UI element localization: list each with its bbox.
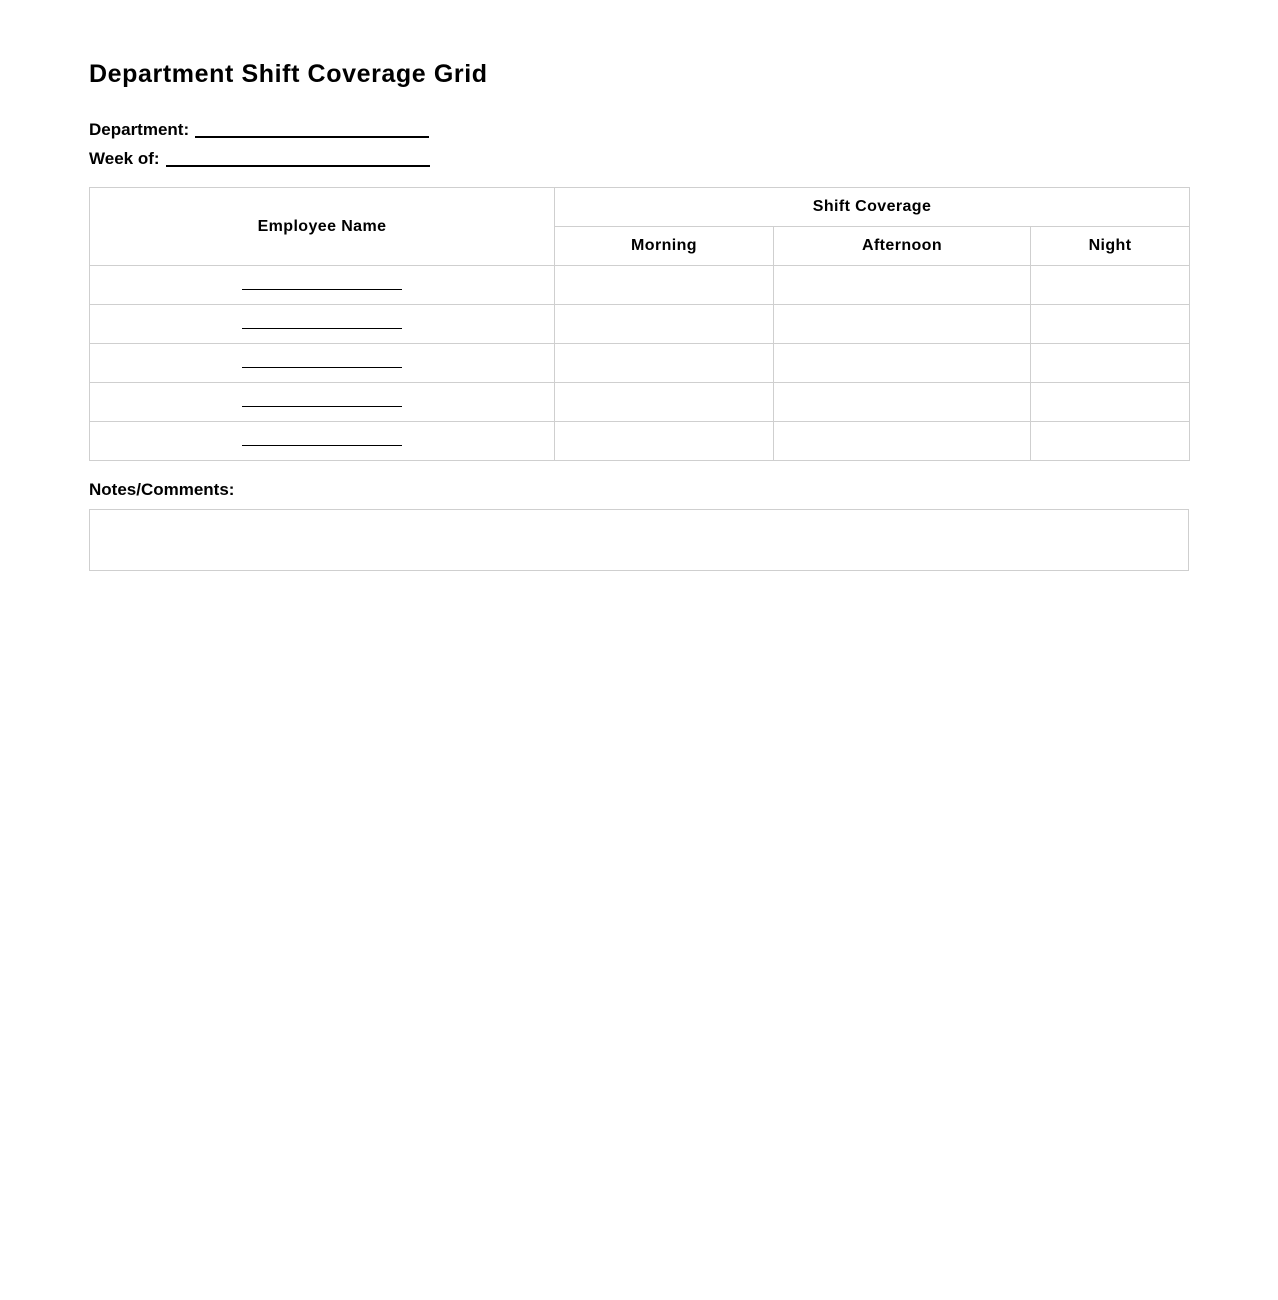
week-input-line[interactable] bbox=[166, 147, 430, 167]
morning-header: Morning bbox=[555, 227, 774, 266]
employee-name-line[interactable] bbox=[242, 367, 402, 368]
department-label: Department: bbox=[89, 120, 190, 139]
morning-cell[interactable] bbox=[555, 383, 774, 422]
afternoon-header: Afternoon bbox=[774, 227, 1031, 266]
employee-name-cell bbox=[90, 344, 555, 383]
week-field bbox=[89, 140, 1189, 169]
employee-name-line[interactable] bbox=[242, 445, 402, 446]
morning-cell[interactable] bbox=[555, 344, 774, 383]
notes-box[interactable] bbox=[89, 509, 1189, 571]
night-header: Night bbox=[1031, 227, 1190, 266]
page-title: Department Shift Coverage Grid bbox=[89, 60, 488, 88]
afternoon-cell[interactable] bbox=[774, 305, 1031, 344]
table-row bbox=[90, 383, 1190, 422]
night-cell[interactable] bbox=[1031, 344, 1190, 383]
employee-name-header: Employee Name bbox=[90, 188, 555, 266]
department-field bbox=[89, 111, 1189, 140]
morning-cell[interactable] bbox=[555, 422, 774, 461]
night-cell[interactable] bbox=[1031, 305, 1190, 344]
night-cell[interactable] bbox=[1031, 422, 1190, 461]
table-header-row bbox=[90, 188, 1190, 227]
employee-name-cell bbox=[90, 383, 555, 422]
night-cell[interactable] bbox=[1031, 266, 1190, 305]
header-fields bbox=[89, 111, 1189, 169]
employee-name-cell bbox=[90, 422, 555, 461]
afternoon-cell[interactable] bbox=[774, 344, 1031, 383]
employee-name-line[interactable] bbox=[242, 406, 402, 407]
afternoon-cell[interactable] bbox=[774, 422, 1031, 461]
table-row bbox=[90, 422, 1190, 461]
employee-name-line[interactable] bbox=[242, 289, 402, 290]
shift-coverage-header: Shift Coverage bbox=[555, 188, 1190, 227]
table-body bbox=[90, 266, 1190, 461]
employee-name-cell bbox=[90, 266, 555, 305]
shift-coverage-table bbox=[89, 187, 1190, 461]
department-input-line[interactable] bbox=[195, 118, 429, 138]
table-row bbox=[90, 344, 1190, 383]
table-row bbox=[90, 266, 1190, 305]
table-row bbox=[90, 305, 1190, 344]
notes-label: Notes/Comments: bbox=[89, 480, 235, 499]
document-page bbox=[89, 58, 1189, 571]
employee-name-cell bbox=[90, 305, 555, 344]
employee-name-line[interactable] bbox=[242, 328, 402, 329]
night-cell[interactable] bbox=[1031, 383, 1190, 422]
morning-cell[interactable] bbox=[555, 305, 774, 344]
afternoon-cell[interactable] bbox=[774, 266, 1031, 305]
afternoon-cell[interactable] bbox=[774, 383, 1031, 422]
morning-cell[interactable] bbox=[555, 266, 774, 305]
week-label: Week of: bbox=[89, 149, 160, 168]
